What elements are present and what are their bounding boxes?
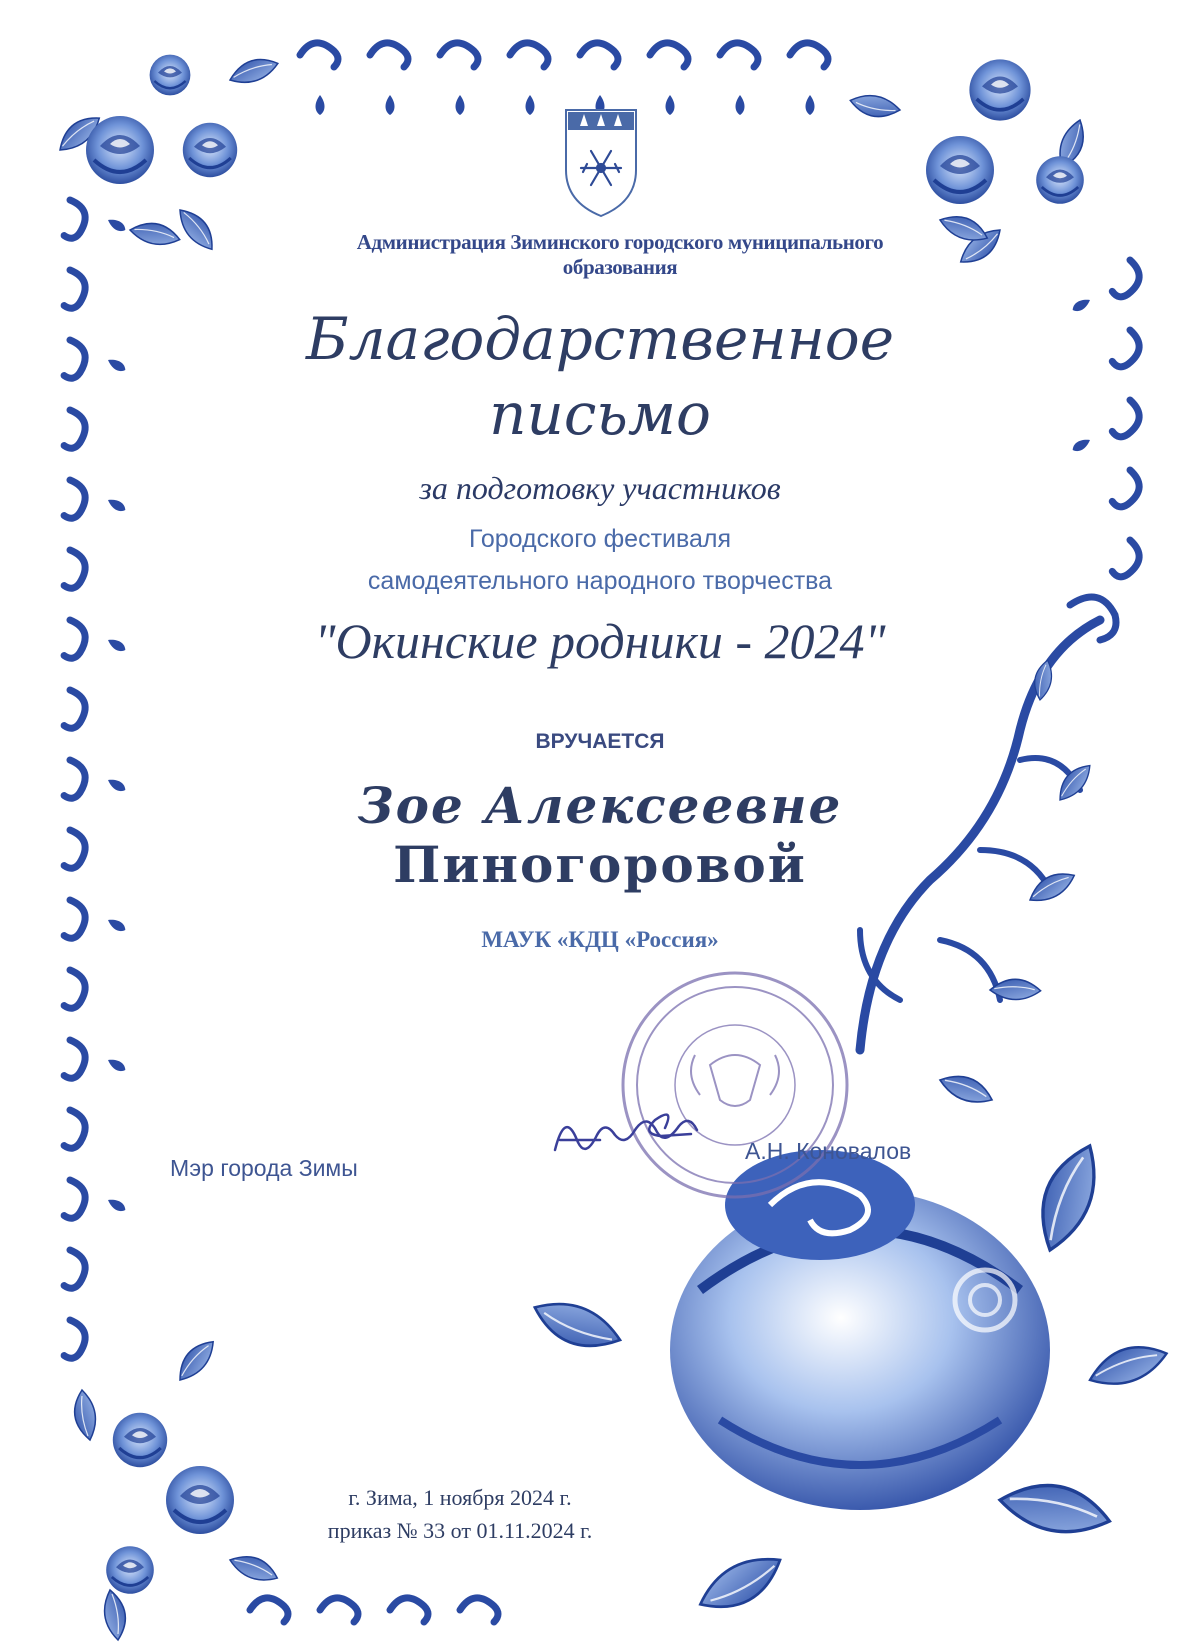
place-date: г. Зима, 1 ноября 2024 г. <box>348 1485 572 1510</box>
signer-name: А.Н. Коновалов <box>745 1138 912 1164</box>
recipient-name-line-2: Пиногоровой <box>393 835 807 894</box>
recipient-organization: МАУК «КДЦ «Россия» <box>481 927 719 952</box>
administration-header: Администрация Зиминского городского муниципального образования <box>356 230 884 279</box>
signer-position: Мэр города Зимы <box>170 1155 358 1181</box>
title-line-2: письмо <box>489 380 711 448</box>
bottom-right-big-rose <box>528 1138 1170 1617</box>
festival-line-2: самодеятельного народного творчества <box>367 567 833 595</box>
top-scroll-border <box>300 43 828 115</box>
snowflake-coat-of-arms <box>566 110 636 216</box>
event-name: "Окинские родники - 2024" <box>314 613 886 669</box>
recipient-name-line-1: Зое Алексеевне <box>357 776 843 835</box>
subtitle: за подготовку участников <box>419 470 781 506</box>
title-line-1: Благодарственное <box>305 305 895 373</box>
awarded-label: ВРУЧАЕТСЯ <box>535 730 665 753</box>
festival-line-1: Городского фестиваля <box>468 525 732 553</box>
order-reference: приказ № 33 от 01.11.2024 г. <box>327 1518 593 1543</box>
handwritten-signature <box>555 1115 697 1150</box>
